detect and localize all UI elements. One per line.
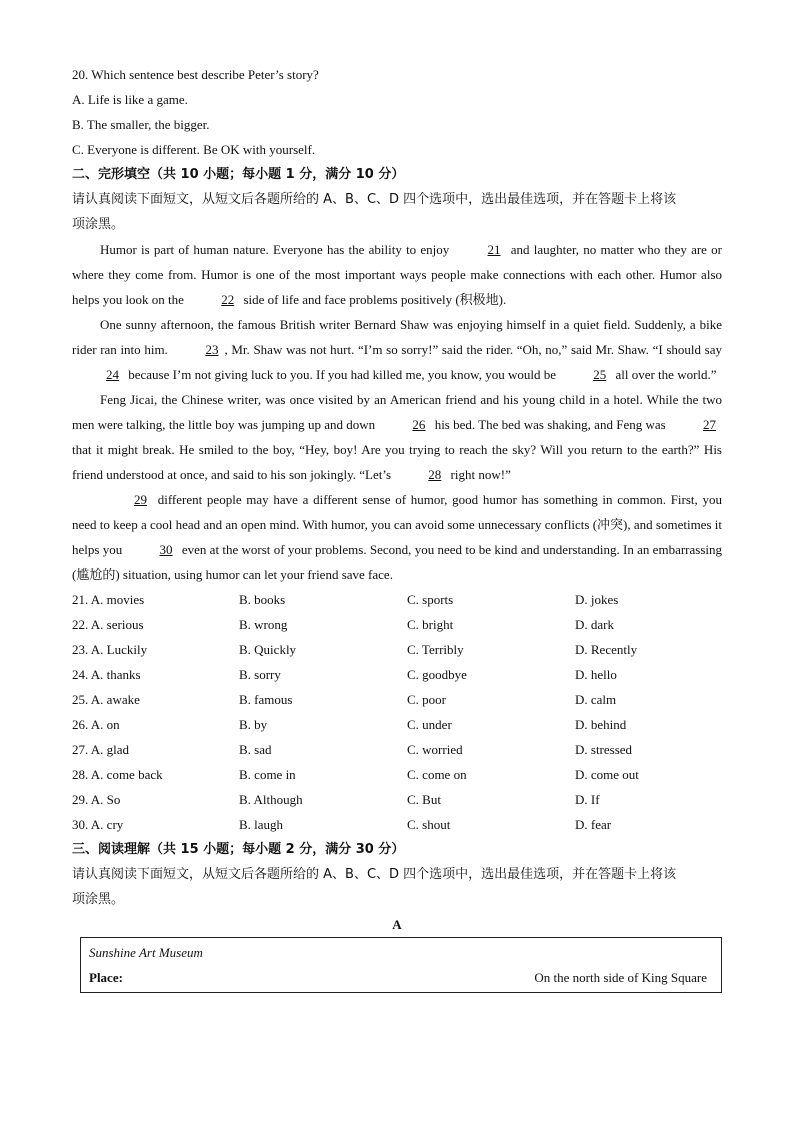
q20-option-a: A. Life is like a game. [72, 92, 188, 107]
options-row-28: 28. A. come back B. come in C. come on D. come out [72, 767, 639, 782]
blank-26: 26 [412, 417, 426, 432]
museum-info-box [80, 937, 722, 993]
section3-instruction-line1: 请认真阅读下面短文，从短文后各题所给的 A、B、C、D 四个选项中，选出最佳选项，并在答题卡上将该 [72, 867, 677, 882]
section2-instruction-line1: 请认真阅读下面短文，从短文后各题所给的 A、B、C、D 四个选项中，选出最佳选项，并在答题卡上将该 [72, 192, 677, 207]
options-row-24: 24. A. thanks B. sorry C. goodbye D. hello [72, 667, 617, 682]
place-value: On the north side of King Square [534, 970, 707, 985]
passage-paragraph-1: Humor is part of human nature. Everyone has the ability to enjoy 21 and laughter, no matter who they are or where they come from. Humor is one of the most important ways people make connections with each other. Humor also helps you look on the 22 side of life and face problems positively (积极地). [72, 237, 722, 312]
options-row-29: 29. A. So B. Although C. But D. If [72, 792, 600, 807]
options-row-27: 27. A. glad B. sad C. worried D. stressed [72, 742, 633, 757]
blank-28: 28 [428, 467, 442, 482]
options-row-30: 30. A. cry B. laugh C. shout D. fear [72, 817, 612, 832]
museum-title: Sunshine Art Museum [89, 945, 203, 960]
question-20: 20. Which sentence best describe Peter’s story? [72, 67, 319, 82]
section3-instruction-line2: 项涂黑。 [72, 892, 125, 907]
exam-page [72, 62, 722, 993]
blank-25: 25 [593, 367, 607, 382]
section2-instruction-line2: 项涂黑。 [72, 217, 125, 232]
cloze-options [72, 587, 722, 837]
section2-heading: 二、完形填空（共 10 小题；每小题 1 分，满分 10 分） [72, 167, 405, 182]
blank-22: 22 [221, 292, 235, 307]
options-row-21: 21. A. movies B. books C. sports D. jokes [72, 592, 619, 607]
options-row-25: 25. A. awake B. famous C. poor D. calm [72, 692, 617, 707]
blank-29: 29 [134, 492, 147, 507]
blank-21: 21 [487, 242, 501, 257]
q20-option-b: B. The smaller, the bigger. [72, 117, 210, 132]
options-row-26: 26. A. on B. by C. under D. behind [72, 717, 627, 732]
blank-24: 24 [106, 367, 119, 382]
section2-instruction [72, 187, 722, 237]
blank-23: 23 [205, 342, 219, 357]
section3-instruction [72, 862, 722, 912]
passage-paragraph-4: 29 different people may have a different sense of humor, good humor has something in common. First, you need to keep a cool head and an open mind. With humor, you can avoid some unnecessary conflicts (冲突), and sometimes it helps you 30 even at the worst of your problems. Second, you need to be kind and understanding. In an embarrassing (尴尬的) situation, using humor can let your friend save face. [72, 487, 722, 587]
options-row-23: 23. A. Luckily B. Quickly C. Terribly D. Recently [72, 642, 638, 657]
blank-27: 27 [703, 417, 716, 432]
q20-option-c: C. Everyone is different. Be OK with yourself. [72, 142, 316, 157]
part-a-label: A [392, 917, 402, 932]
options-row-22: 22. A. serious B. wrong C. bright D. dark [72, 617, 614, 632]
passage-paragraph-2: One sunny afternoon, the famous British writer Bernard Shaw was enjoying himself in a quiet field. Suddenly, a bike rider ran into him. 23 , Mr. Shaw was not hurt. “I’m so sorry!” said the rider. “Oh, no,” said Mr. Shaw. “I should say 24 because I’m not giving luck to you. If you had killed me, you know, you would be 25 all over the world.” [72, 312, 722, 387]
passage-paragraph-3: Feng Jicai, the Chinese writer, was once visited by an American friend and his young child in a hotel. While the two men were talking, the little boy was jumping up and down 26 his bed. The bed was shaking, and Feng was 27 that it might break. He smiled to the boy, “Hey, boy! Are you trying to reach the sky? Will you return to the earth?” His friend understood at once, and said to his son jokingly. “Let’s 28 right now!” [72, 387, 722, 487]
section3-heading: 三、阅读理解（共 15 小题；每小题 2 分，满分 30 分） [72, 842, 405, 857]
blank-30: 30 [159, 542, 173, 557]
place-label: Place: [89, 970, 123, 985]
